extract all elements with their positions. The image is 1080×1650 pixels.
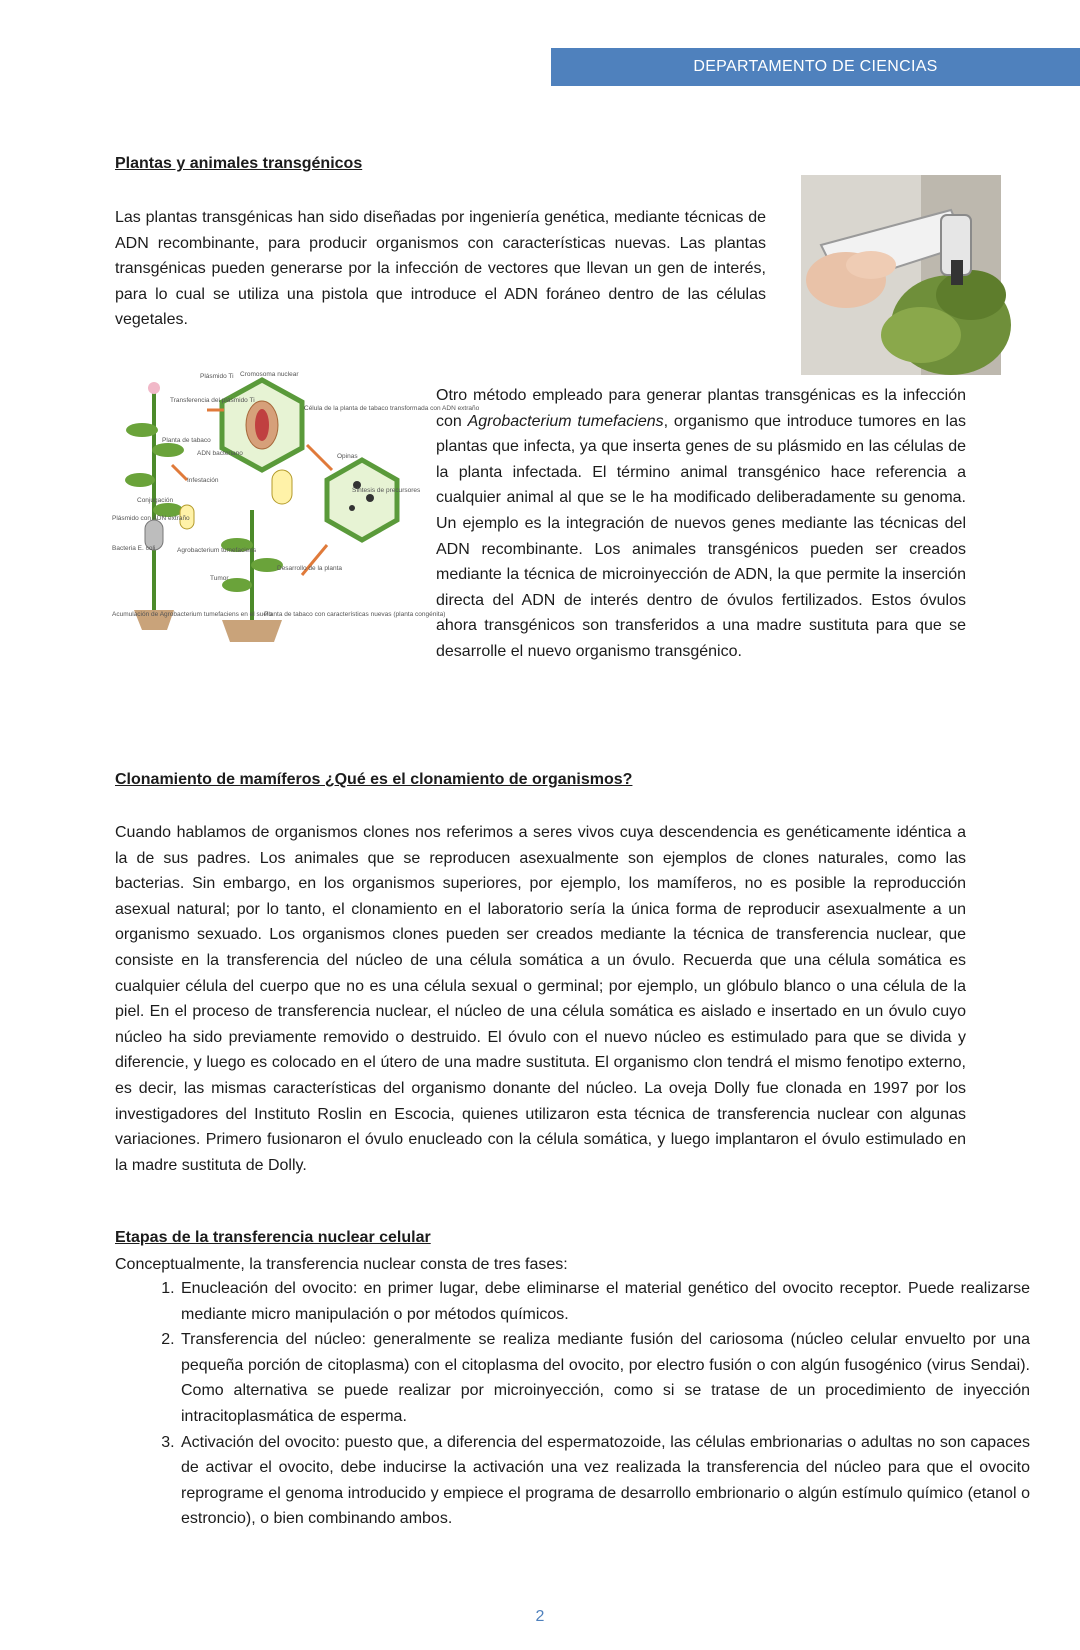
diagram-label-cromosoma: Cromosoma nuclear xyxy=(240,371,299,378)
gene-gun-photo xyxy=(801,175,1001,375)
diagram-label-celula: Célula de la planta de tabaco transformada con ADN extraño xyxy=(304,405,480,412)
department-header xyxy=(551,48,1080,86)
list-item: 1. Enucleación del ovocito: en primer lugar, debe eliminarse el material genético del ovocito receptor. Puede realizarse mediante micro manipulación o por métodos químicos. xyxy=(179,1276,1030,1327)
section-title-clonamiento: Clonamiento de mamíferos ¿Qué es el clonamiento de organismos? xyxy=(115,771,633,788)
diagram-label-tumor: Tumor xyxy=(210,575,229,582)
list-item: 2. Transferencia del núcleo: generalmente se realiza mediante fusión del cariosoma (núcleo celular envuelto por una pequeña porción de citoplasma) con el citoplasma del ovocito, por electro fusión o con algún fusogénico (virus Sendai). Como alternativa se puede realizar por microinyección, como si se tratase de un procedimiento de inyección intracitoplasmática de esperma. xyxy=(179,1327,1030,1429)
diagram-label-planta-nueva: Planta de tabaco con características nuevas (planta congénita) xyxy=(264,611,446,618)
diagram-label-infestacion: Infestación xyxy=(187,477,219,484)
diagram-label-agrobacterium: Agrobacterium tumefaciens xyxy=(177,547,257,554)
diagram-label-adn-bacteriano: ADN bacteriano xyxy=(197,450,243,457)
etapas-intro: Conceptualmente, la transferencia nuclear consta de tres fases: xyxy=(115,1256,568,1273)
section-title-etapas: Etapas de la transferencia nuclear celular xyxy=(115,1229,431,1246)
diagram-label-sintesis: Síntesis de precursores xyxy=(352,487,421,494)
agrobacterium-species-name: Agrobacterium tumefaciens xyxy=(467,412,664,430)
agrobacterium-diagram xyxy=(112,370,480,690)
agrobacterium-cycle-figure xyxy=(112,370,480,690)
section-title-transgenicos: Plantas y animales transgénicos xyxy=(115,155,363,172)
diagram-label-acumulacion: Acumulación de Agrobacterium tumefaciens en el suelo xyxy=(112,611,273,618)
diagram-label-planta-tabaco: Planta de tabaco xyxy=(162,437,211,444)
agrobacterium-text-rest: , organismo que introduce tumores en las plantas que infecta, ya que inserta genes de su plásmido en las células de la planta infectada. El término animal transgénico hace referencia a cualquier animal al que se le ha modificado deliberadamente su genoma. Un ejemplo es la integración de nuevos genes mediante las técnicas del ADN recombinante. Los animales transgénicos pueden ser creados mediante la técnica de microinyección de ADN, la que permite la inserción directa del ADN de interés dentro de óvulos fertilizados. Estos óvulos ahora transgénicos son transferidos a una madre sustituta para que se desarrolle el nuevo organismo transgénico. xyxy=(436,412,966,660)
diagram-label-conjugacion: Conjugación xyxy=(137,497,174,504)
diagram-label-opinas: Opinas xyxy=(337,453,358,460)
diagram-label-transferencia: Transferencia del plásmido Ti xyxy=(170,397,255,404)
diagram-label-plasmido-adn: Plásmido con ADN extraño xyxy=(112,515,190,522)
diagram-label-desarrollo: Desarrollo de la planta xyxy=(277,565,343,572)
page-number: 2 xyxy=(535,1608,545,1625)
diagram-label-plasmido-ti: Plásmido Ti xyxy=(200,373,234,380)
etapas-list xyxy=(115,1276,1030,1532)
cloning-paragraph: Cuando hablamos de organismos clones nos referimos a seres vivos cuya descendencia es genéticamente idéntica a la de sus padres. Los animales que se reproducen asexualmente son ejemplos de clones naturales, como las bacterias. Sin embargo, en los organismos superiores, por ejemplo, los mamíferos, no es posible la reproducción asexual natural; por lo tanto, el clonamiento en el laboratorio sería la única forma de reproducir asexualmente a un organismo sexuado. Los organismos clones pueden ser creados mediante la técnica de transferencia nuclear, que consiste en la transferencia del núcleo de una célula somática a un óvulo. Recuerda que una célula somática es cualquier célula del cuerpo que no es una célula sexual o germinal; por ejemplo, un glóbulo blanco o una célula de la piel. En el proceso de transferencia nuclear, el núcleo de una célula somática es aislado e insertado en un óvulo cuyo núcleo ha sido previamente removido o destruido. El óvulo con el nuevo núcleo es estimulado para que se divida y diferencie, y luego es colocado en el útero de una madre sustituta. El organismo clon tendrá el mismo fenotipo externo, es decir, las mismas características del organismo donante del núcleo. La oveja Dolly fue clonada en 1997 por los investigadores del Instituto Roslin en Escocia, quienes utilizaron esta técnica de transferencia nuclear con algunas variaciones. Primero fusionaron el óvulo enucleado con la célula somática, y luego implantaron el óvulo estimulado en la madre sustituta de Dolly. xyxy=(115,824,966,1174)
department-title: DEPARTAMENTO DE CIENCIAS xyxy=(693,58,938,75)
intro-paragraph: Las plantas transgénicas han sido diseñadas por ingeniería genética, mediante técnicas de ADN recombinante, para producir organismos con características nuevas. Las plantas transgénicas pueden generarse por la infección de vectores que llevan un gen de interés, para lo cual se utiliza una pistola que introduce el ADN foráneo dentro de las células vegetales. xyxy=(115,209,766,329)
list-item: 3. Activación del ovocito: puesto que, a diferencia del espermatozoide, las células embrionarias o adultas no son capaces de activar el ovocito, debe inducirse la activación una vez realizada la transferencia del núcleo para que el ovocito reprograme el genoma introducido y empiece el programa de desarrollo embrionario o algún estímulo químico (etanol o estroncio), o bien combinando ambos. xyxy=(179,1430,1030,1532)
gene-gun-illustration xyxy=(801,175,1001,375)
agrobacterium-text-start: Otro método empleado para generar plantas transgénicas es la infección con xyxy=(436,387,966,430)
diagram-label-bacteria: Bacteria E. coli xyxy=(112,545,156,552)
agrobacterium-paragraph xyxy=(436,383,966,665)
